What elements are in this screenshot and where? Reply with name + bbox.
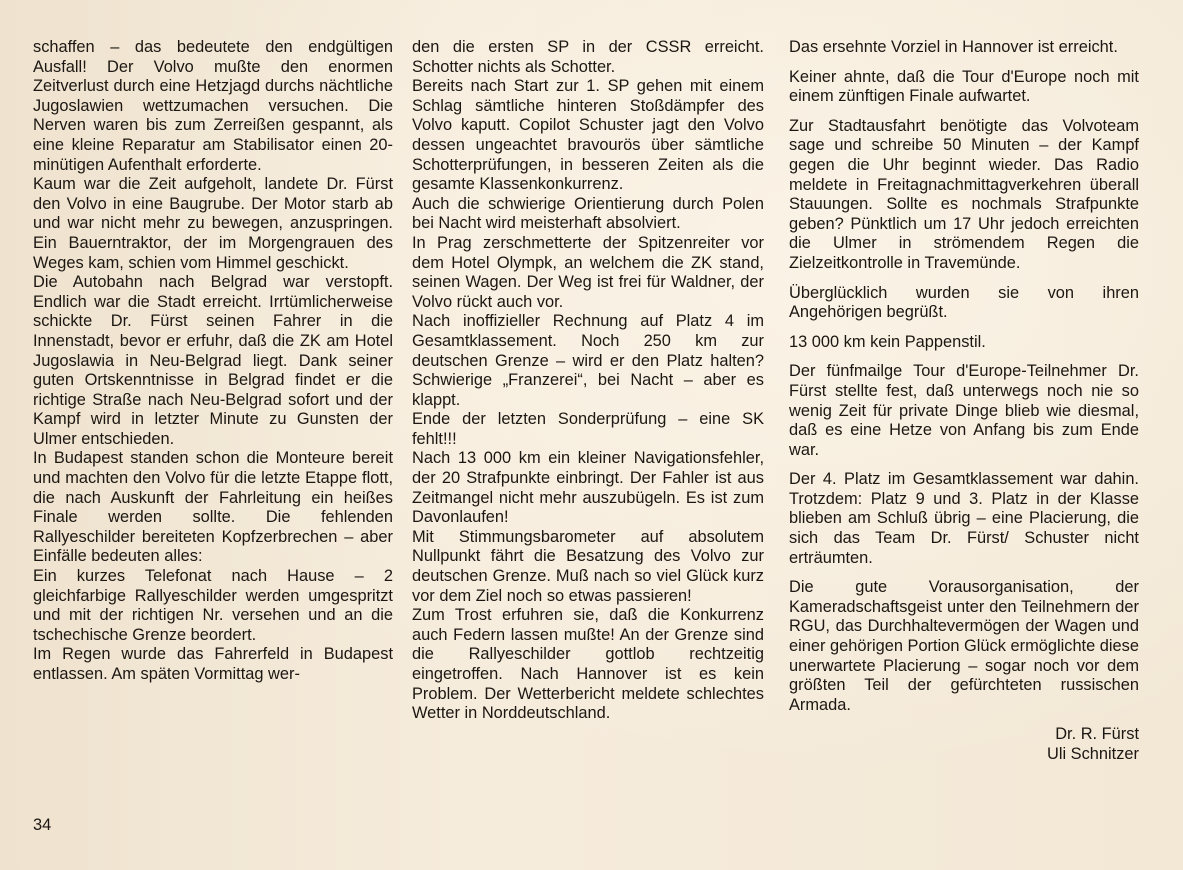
author-signature: Dr. R. Fürst	[1055, 725, 1139, 744]
text-column-2	[412, 38, 764, 724]
paragraph: Auch die schwierige Orientierung durch Polen bei Nacht wird meisterhaft absolviert.	[412, 194, 764, 233]
paragraph: Kaum war die Zeit aufgeholt, landete Dr. Fürst den Volvo in eine Baugrube. Der Motor starb ab und war nicht mehr zu bewegen, anzuspringen. Ein Bauerntraktor, der im Morgengrauen des Weges kam, schien vom Himmel geschickt.	[33, 175, 393, 272]
paragraph: Die Autobahn nach Belgrad war verstopft. Endlich war die Stadt erreicht. Irrtümlicherweise schickte Dr. Fürst seinen Fahrer in die Innenstadt, bevor er erfuhr, daß die ZK am Hotel Jugoslawia in Neu-Belgrad liegt. Dank seiner guten Ortskenntnisse in Belgrad findet er die richtige Straße nach Neu-Belgrad sofort und der Kampf wird in letzter Minute zu Gunsten der Ulmer entschieden.	[33, 273, 393, 448]
paragraph: 13 000 km kein Pappenstil.	[789, 332, 986, 351]
paragraph: Nach inoffizieller Rechnung auf Platz 4 im Gesamtklassement. Noch 250 km zur deutschen Grenze – wird er den Platz halten? Schwierige „Franzerei“, bei Nacht – aber es klappt.	[412, 312, 764, 409]
paragraph: Mit Stimmungsbarometer auf absolutem Nullpunkt fährt die Besatzung des Volvo zur deutschen Grenze. Muß nach so viel Glück kurz vor dem Ziel noch so etwas passieren!	[412, 527, 764, 605]
paragraph: Der fünfmailge Tour d'Europe-Teilnehmer Dr. Fürst stellte fest, daß unterwegs noch nie so wenig Zeit für private Dinge blieb wie diesmal, daß es eine Hetze von Anfang bis zum Ende war.	[789, 362, 1139, 459]
paragraph: In Budapest standen schon die Monteure bereit und machten den Volvo für die letzte Etappe flott, die nach Auskunft der Fahrleitung ein heißes Finale werden sollte. Die fehlenden Rallyeschilder bereiteten Kopfzerbrechen – aber Einfälle bedeuten alles:	[33, 449, 393, 566]
paragraph: Ende der letzten Sonderprüfung – eine SK fehlt!!!	[412, 410, 764, 448]
paragraph: Die gute Vorausorganisation, der Kameradschaftsgeist unter den Teilnehmern der RGU, das Durchhaltevermögen der Wagen und einer gehörigen Portion Glück ermöglichte diese unerwartete Placierung – sogar noch vor dem größten Teil der gefürchteten russischen Armada.	[789, 578, 1139, 714]
text-column-1	[33, 38, 393, 685]
paragraph: schaffen – das bedeutete den endgültigen Ausfall! Der Volvo mußte den enormen Zeitverlust durch eine Hetzjagd durchs nächtliche Jugoslawien wettzumachen versuchen. Die Nerven waren bis zum Zerreißen gespannt, als eine kleine Reparatur am Stabilisator einen 20-minütigen Aufenthalt erforderte.	[33, 38, 393, 174]
paragraph: Nach 13 000 km ein kleiner Navigationsfehler, der 20 Strafpunkte einbringt. Der Fahler ist aus Zeitmangel nicht mehr auszubügeln. Es ist zum Davonlaufen!	[412, 449, 764, 527]
text-column-3	[789, 38, 1139, 765]
paragraph: Ein kurzes Telefonat nach Hause – 2 gleichfarbige Rallyeschilder werden umgespritzt und mit der richtigen Nr. versehen und an die tschechische Grenze beordert.	[33, 567, 393, 644]
paragraph: In Prag zerschmetterte der Spitzenreiter vor dem Hotel Olympk, an welchem die ZK stand, seinen Wagen. Der Weg ist frei für Waldner, der Volvo rückt auch vor.	[412, 233, 764, 311]
author-signature: Uli Schnitzer	[1047, 745, 1139, 763]
paragraph: Der 4. Platz im Gesamtklassement war dahin. Trotzdem: Platz 9 und 3. Platz in der Klasse blieben am Schluß übrig – eine Placierung, die sich das Team Dr. Fürst/ Schuster nicht erträumten.	[789, 470, 1139, 567]
page-number: 34	[33, 816, 52, 834]
paragraph: Überglücklich wurden sie von ihren Angehörigen begrüßt.	[789, 283, 1139, 322]
paragraph: Im Regen wurde das Fahrerfeld in Budapest entlassen. Am späten Vormittag wer-	[33, 645, 393, 683]
paragraph: Keiner ahnte, daß die Tour d'Europe noch mit einem zünftigen Finale aufwartet.	[789, 67, 1139, 106]
paragraph: Das ersehnte Vorziel in Hannover ist erreicht.	[789, 38, 1118, 56]
paragraph: Zur Stadtausfahrt benötigte das Volvoteam sage und schreibe 50 Minuten – der Kampf gegen die Uhr beginnt wieder. Das Radio meldete in Freitagnachmittagverkehren überall Stauungen. Sollte es nochmals Strafpunkte geben? Pünktlich um 17 Uhr jedoch erreichten die Ulmer in strömendem Regen die Zielzeitkontrolle in Travemünde.	[789, 116, 1139, 272]
paragraph: Zum Trost erfuhren sie, daß die Konkurrenz auch Federn lassen mußte! An der Grenze sind die Rallyeschilder gottlob rechtzeitig eingetroffen. Nach Hannover ist es kein Problem. Der Wetterbericht meldete schlechtes Wetter in Norddeutschland.	[412, 606, 764, 723]
paragraph: Bereits nach Start zur 1. SP gehen mit einem Schlag sämtliche hinteren Stoßdämpfer des Volvo kaputt. Copilot Schuster jagt den Volvo dessen ungeachtet bravourös über sämtliche Schotterprüfungen, in besseren Zeiten als die gesamte Klassenkonkurrenz.	[412, 77, 764, 194]
paragraph: den die ersten SP in der CSSR erreicht. Schotter nichts als Schotter.	[412, 38, 764, 76]
